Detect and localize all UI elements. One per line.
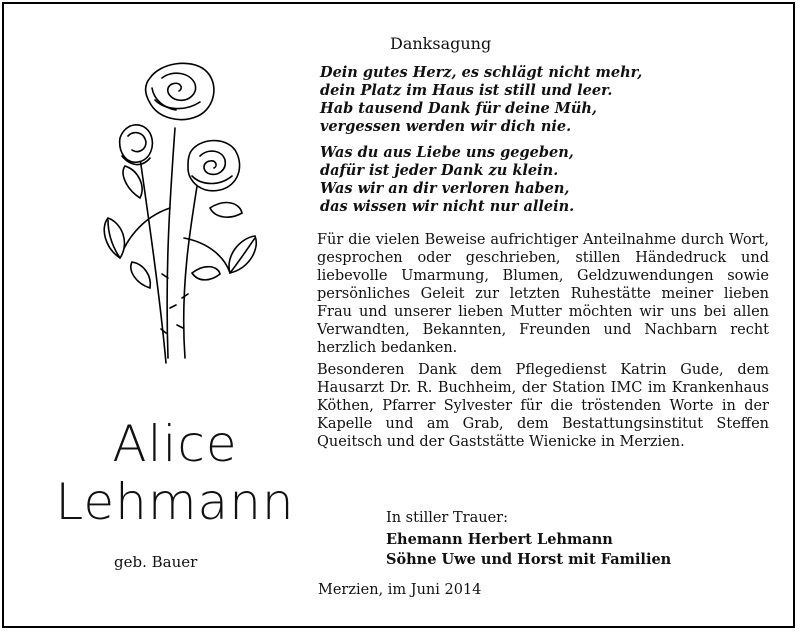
mourning-intro: In stiller Trauer:	[386, 510, 508, 526]
roses-illustration	[80, 58, 280, 378]
poem-line: Was wir an dir verloren haben,	[320, 180, 570, 197]
poem-line: Was du aus Liebe uns gegeben,	[320, 144, 574, 161]
poem-line: dein Platz im Haus ist still und leer.	[320, 82, 613, 99]
poem-line: vergessen werden wir dich nie.	[320, 118, 572, 135]
first-name: Alice	[112, 415, 238, 473]
mourner-name: Söhne Uwe und Horst mit Familien	[386, 551, 672, 568]
poem-line: dafür ist jeder Dank zu klein.	[320, 162, 559, 179]
poem	[320, 64, 642, 224]
mourner-name: Ehemann Herbert Lehmann	[386, 531, 613, 548]
mourning-block	[386, 508, 671, 570]
poem-stanza-2	[320, 144, 642, 216]
mourners	[386, 530, 671, 570]
poem-stanza-1	[320, 64, 642, 136]
poem-line: Hab tausend Dank für deine Müh,	[320, 100, 597, 117]
heading: Danksagung	[390, 34, 492, 53]
last-name: Lehmann	[55, 473, 295, 531]
thanks-text	[317, 231, 769, 455]
rose-drawing-icon	[80, 58, 280, 378]
poem-line: Dein gutes Herz, es schlägt nicht mehr,	[320, 64, 643, 81]
special-thanks-paragraph: Besonderen Dank dem Pflegedienst Katrin Gude, dem Hausarzt Dr. R. Buchheim, der Station IMC im Krankenhaus Köthen, Pfarrer Sylvester für die tröstenden Worte in der Kapelle und am Grab, dem Bestattungsinstitut Steffen Queitsch und der Gaststätte Wienicke in Merzien.	[317, 362, 769, 450]
birth-name: geb. Bauer	[114, 553, 198, 571]
place-date: Merzien, im Juni 2014	[318, 582, 482, 598]
deceased-name	[40, 415, 310, 531]
poem-line: das wissen wir nicht nur allein.	[320, 198, 575, 215]
thanks-paragraph: Für die vielen Beweise aufrichtiger Anteilnahme durch Wort, gesprochen oder geschrieben, stillen Händedruck und liebevolle Umarmung, Blumen, Geldzuwendungen sowie persönliches Geleit zur letzten Ruhestätte meiner lieben Frau und unserer lieben Mutter möchten wir uns bei allen Verwandten, Bekannten, Freunden und Nachbarn recht herzlich bedanken.	[317, 232, 769, 356]
